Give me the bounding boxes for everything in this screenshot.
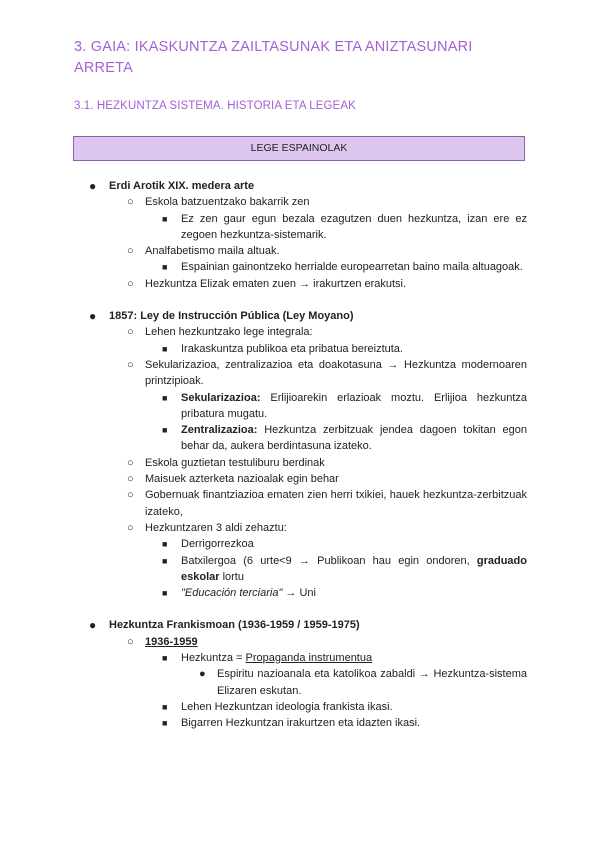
circle-bullet-icon: ○: [127, 326, 134, 339]
list-text: Irakaskuntza publikoa eta pribatua bereiztuta.: [181, 342, 403, 355]
square-bullet-icon: ■: [162, 718, 168, 729]
circle-bullet-icon: ○: [127, 473, 134, 486]
chapter-title: 3. GAIA: IKASKUNTZA ZAILTASUNAK ETA ANIZTASUNARI ARRETA: [74, 39, 473, 76]
term-label: Sekularizazioa:: [181, 391, 261, 404]
list-text: Espiritu nazioanala eta katolikoa zabaldi → Hezkuntza-sistema Elizaren eskutan.: [217, 668, 527, 697]
circle-bullet-icon: ○: [127, 277, 134, 290]
square-bullet-icon: ■: [162, 213, 168, 224]
list-item: [162, 341, 527, 357]
list-text: Lehen hezkuntzako lege integrala:: [145, 326, 313, 339]
list-text: Eskola batzuentzako bakarrik zen: [145, 196, 310, 209]
list-text: Maisuek azterketa nazioalak egin behar: [145, 473, 339, 486]
bullet-icon: ●: [89, 309, 97, 324]
bullet-icon: ●: [89, 618, 97, 633]
list-heading: 1857: Ley de Instrucción Pública (Ley Moyano): [109, 310, 354, 323]
square-bullet-icon: ■: [162, 653, 168, 664]
list-item: [89, 178, 527, 194]
list-text: Lehen Hezkuntzan ideologia frankista ikasi.: [181, 700, 393, 713]
list-item: [199, 666, 527, 699]
list-item: [127, 276, 527, 292]
list-item: [127, 520, 527, 536]
list-item: [162, 699, 527, 715]
list-heading: Erdi Arotik XIX. medera arte: [109, 180, 255, 192]
list-text: Sekularizazioa, zentralizazioa eta doakotasuna → Hezkuntza modernoaren printzipioak.: [145, 358, 527, 388]
list-text: Bigarren Hezkuntzan irakurtzen eta idazten ikasi.: [181, 717, 421, 730]
list-item: [162, 211, 527, 244]
list-item: [162, 553, 527, 586]
square-bullet-icon: ■: [162, 555, 168, 566]
list-item: [127, 243, 527, 259]
square-bullet-icon: ■: [162, 262, 168, 273]
document-body: [0, 178, 600, 732]
circle-bullet-icon: ○: [127, 489, 134, 502]
list-text: Espainian gainontzeko herrialde europearretan baino maila altuagoak.: [181, 261, 523, 274]
list-item: [162, 259, 527, 275]
list-item: [127, 194, 527, 210]
list-text: Analfabetismo maila altuak.: [145, 245, 280, 258]
square-bullet-icon: ■: [162, 539, 168, 550]
circle-bullet-icon: ○: [127, 456, 134, 469]
list-text: → Uni: [282, 587, 316, 600]
term-label: graduado eskolar: [181, 554, 527, 583]
italic-term: "Educación terciaria": [181, 587, 283, 600]
list-text: Eskola guztietan testuliburu berdinak: [145, 456, 325, 469]
list-item: [127, 487, 527, 520]
list-item: [162, 536, 527, 552]
square-bullet-icon: ■: [162, 425, 168, 436]
term-label: Zentralizazioa:: [181, 424, 258, 437]
square-bullet-icon: ■: [162, 701, 168, 712]
list-text: Ez zen gaur egun bezala ezagutzen duen hezkuntza, izan ere ez zegoen hezkuntza-sistemarik.: [181, 212, 527, 241]
list-text: Erlijioarekin erlazioak moztu. Erlijioa hezkuntza pribatura mugatu.: [181, 391, 527, 420]
list-item: [127, 455, 527, 471]
table-header-banner: LEGE ESPAINOLAK: [73, 136, 525, 161]
list-item: [162, 715, 527, 731]
period-heading: 1936-1959: [145, 635, 198, 648]
circle-bullet-icon: ○: [127, 358, 134, 371]
list-item: [89, 617, 527, 633]
list-item: [162, 585, 527, 601]
square-bullet-icon: ■: [162, 392, 168, 403]
list-heading: Hezkuntza Frankismoan (1936-1959 / 1959-1975): [109, 619, 360, 632]
underlined-term: Propaganda instrumentua: [245, 652, 373, 665]
list-item: [89, 308, 527, 324]
list-item: [127, 357, 527, 390]
list-text: Hezkuntza zerbitzuak jendea dagoen tokitan egon behar da, aukera berdintasuna izateko.: [181, 424, 527, 453]
list-text: Gobernuak finantziazioa ematen zien herri txikiei, hauek hezkuntza-zerbitzuak izateko,: [145, 489, 527, 518]
list-item: [127, 634, 527, 650]
list-item: [127, 324, 527, 340]
list-text: Hezkuntza =: [181, 652, 246, 665]
list-text: Derrigorrezkoa: [181, 538, 254, 551]
section-title: 3.1. HEZKUNTZA SISTEMA. HISTORIA ETA LEGEAK: [74, 100, 356, 112]
square-bullet-icon: ■: [162, 343, 168, 354]
list-item: [162, 390, 527, 423]
bullet-icon: ●: [89, 179, 97, 193]
list-item: [162, 650, 527, 666]
square-bullet-icon: ■: [162, 588, 168, 599]
bullet-icon: ●: [199, 668, 206, 681]
circle-bullet-icon: ○: [127, 521, 134, 534]
list-text: Hezkuntza Elizak ematen zuen → irakurtzen erakutsi.: [145, 277, 407, 290]
list-text: Batxilergoa (6 urte<9 → Publikoan hau egin ondoren,: [181, 554, 477, 567]
list-item: [127, 471, 527, 487]
list-item: [162, 422, 527, 455]
circle-bullet-icon: ○: [127, 196, 134, 209]
circle-bullet-icon: ○: [127, 635, 134, 648]
list-text: Hezkuntzaren 3 aldi zehaztu:: [145, 521, 287, 534]
list-text: lortu: [219, 570, 244, 583]
circle-bullet-icon: ○: [127, 245, 134, 258]
